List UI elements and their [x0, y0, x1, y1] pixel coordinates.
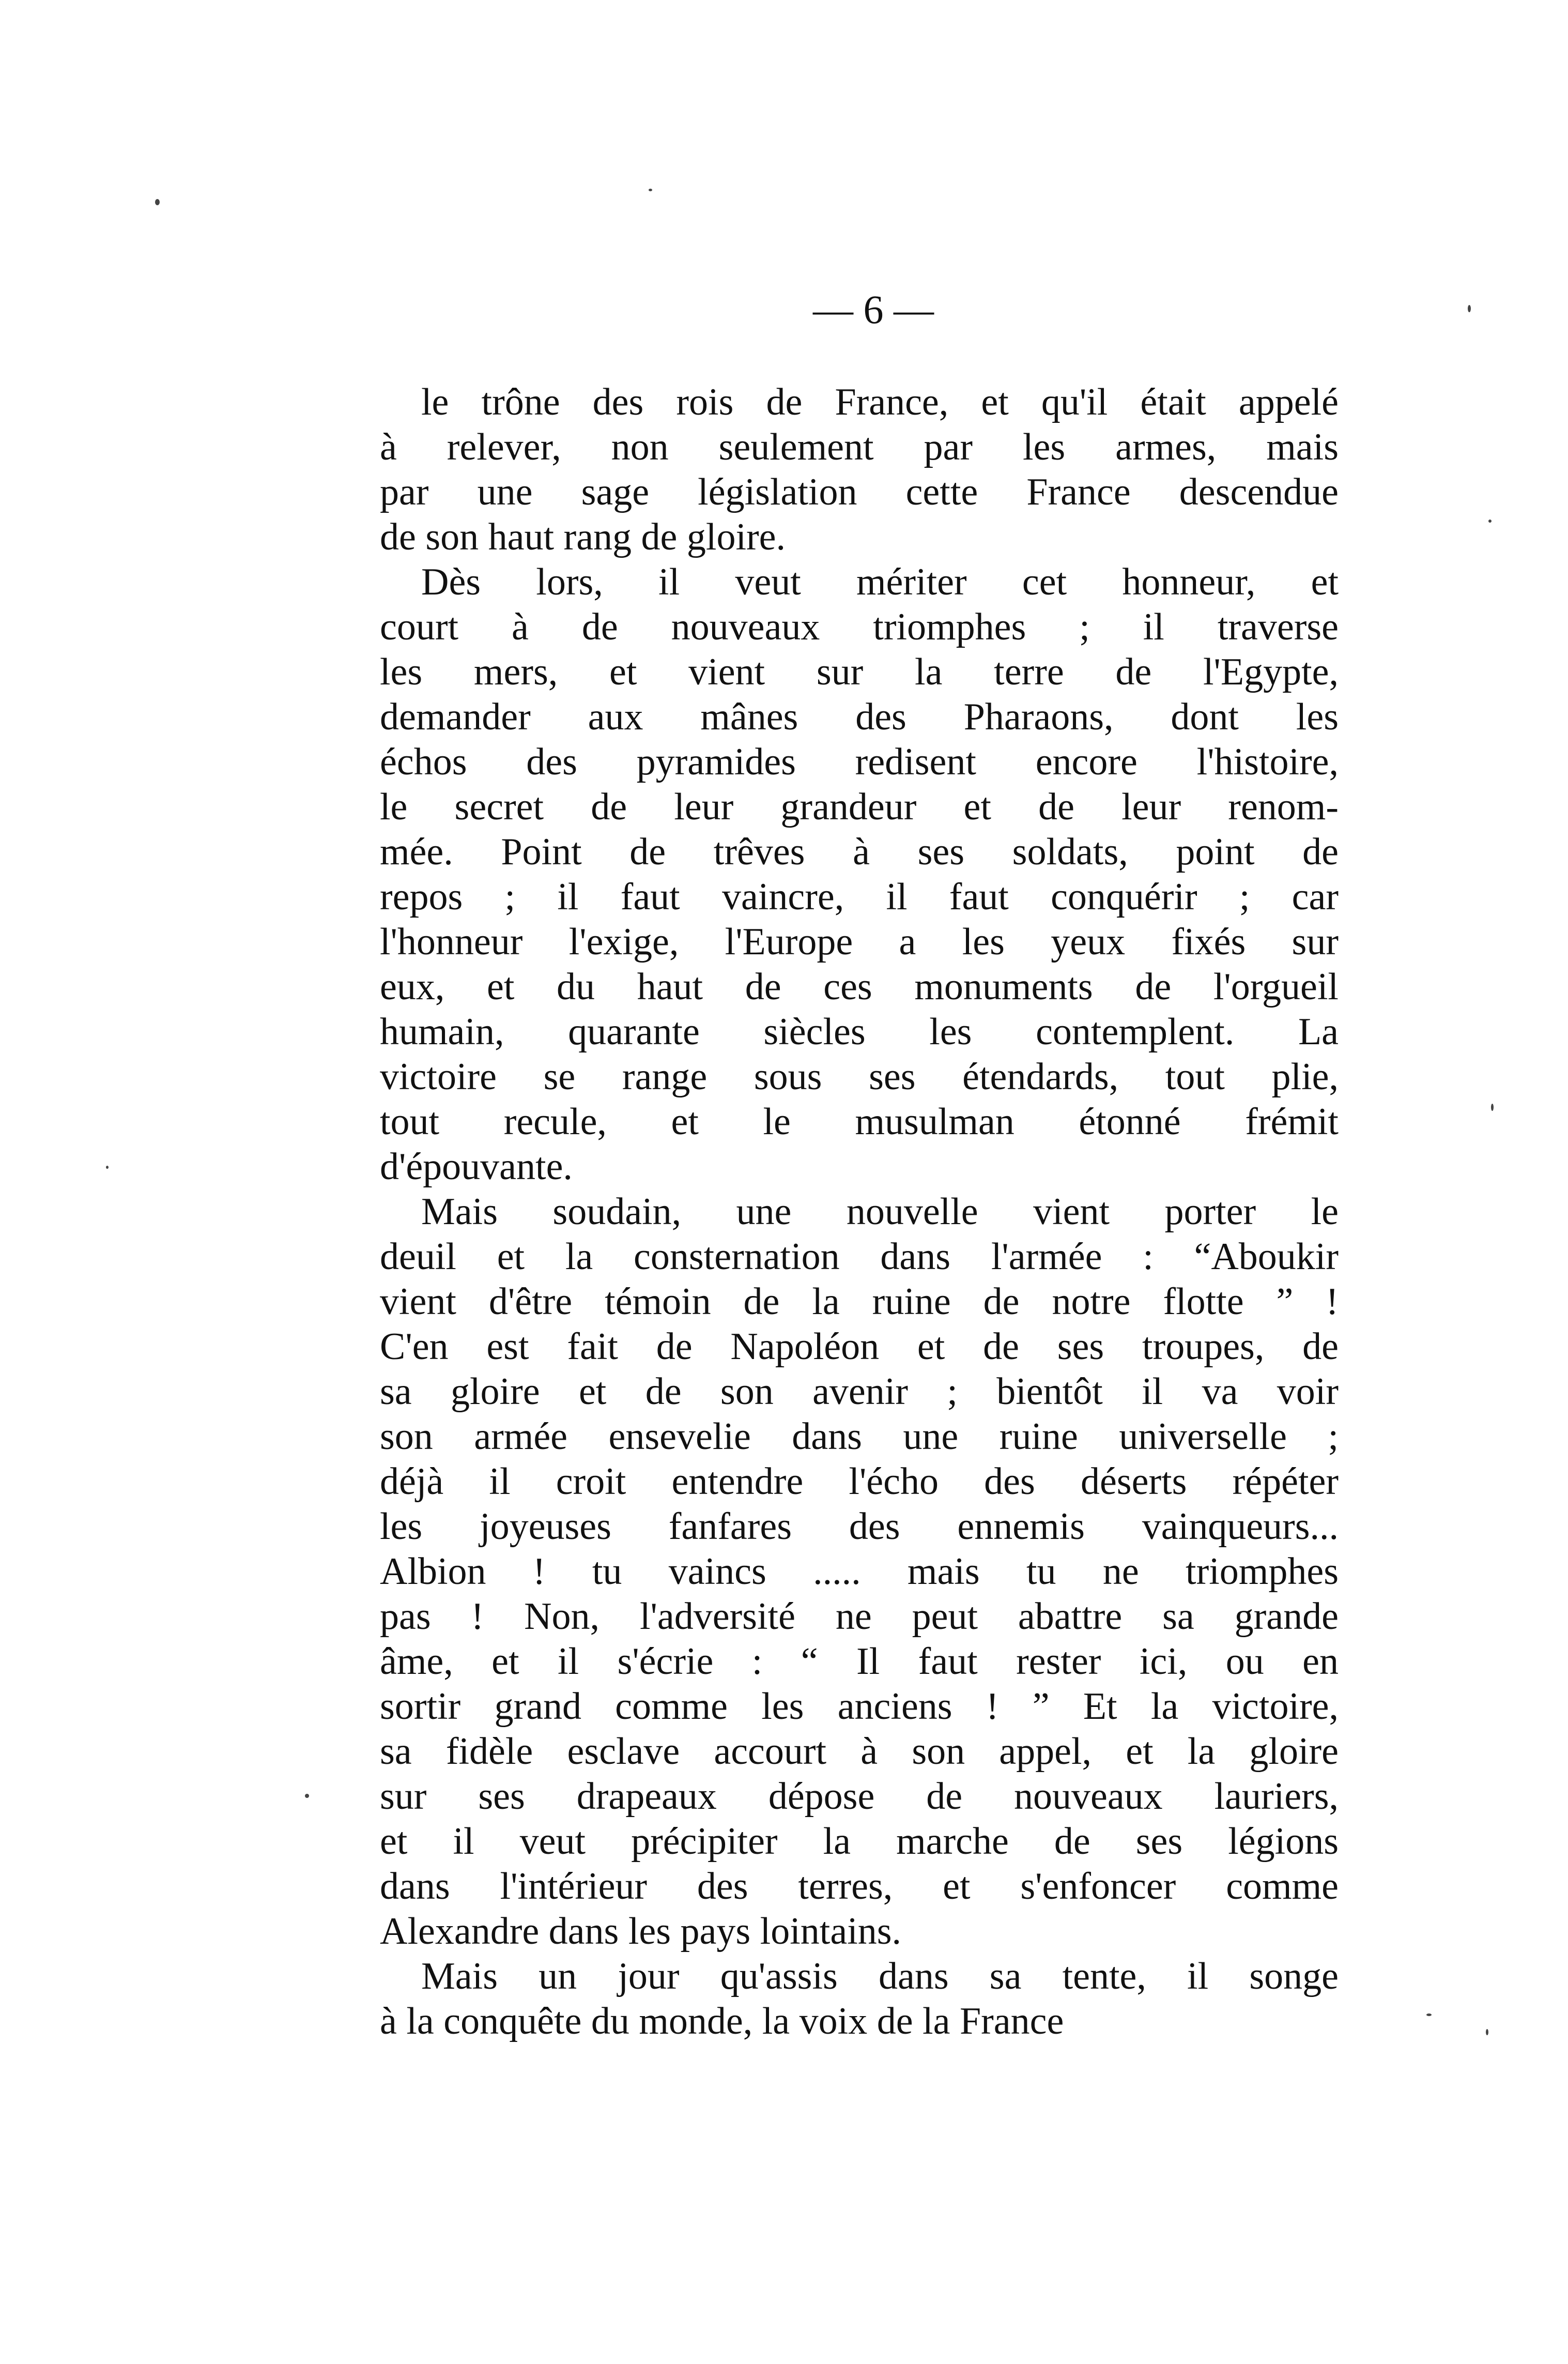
text-line: Dès lors, il veut mériter cet honneur, et: [421, 561, 1339, 603]
text-line: pas ! Non, l'adversité ne peut abattre sa grande: [380, 1595, 1339, 1638]
text-line: à relever, non seulement par les armes, mais: [380, 426, 1339, 468]
text-line: court à de nouveaux triomphes ; il traverse: [380, 606, 1339, 648]
scan-speck: [1491, 1104, 1494, 1111]
text-line: mée. Point de trêves à ses soldats, point de: [380, 831, 1339, 873]
text-line: son armée ensevelie dans une ruine universelle ;: [380, 1415, 1339, 1458]
text-line: de son haut rang de gloire.: [380, 516, 786, 558]
text-line: échos des pyramides redisent encore l'histoire,: [380, 741, 1339, 783]
text-line: eux, et du haut de ces monuments de l'orgueil: [380, 966, 1339, 1008]
text-line: repos ; il faut vaincre, il faut conquérir ; car: [380, 876, 1339, 918]
text-line: les joyeuses fanfares des ennemis vainqueurs...: [380, 1505, 1339, 1548]
text-line: Mais un jour qu'assis dans sa tente, il songe: [421, 1955, 1339, 1997]
scan-speck: [155, 199, 160, 205]
text-line: Albion ! tu vaincs ..... mais tu ne triomphes: [380, 1550, 1339, 1593]
text-line: sortir grand comme les anciens ! ” Et la victoire,: [380, 1685, 1339, 1728]
text-line: et il veut précipiter la marche de ses légions: [380, 1820, 1339, 1863]
text-line: sa fidèle esclave accourt à son appel, et la gloire: [380, 1730, 1339, 1773]
text-line: dans l'intérieur des terres, et s'enfoncer comme: [380, 1865, 1339, 1908]
text-line: âme, et il s'écrie : “ Il faut rester ici, ou en: [380, 1640, 1339, 1683]
text-line: à la conquête du monde, la voix de la France: [380, 2000, 1064, 2042]
scan-speck: [305, 1794, 309, 1798]
text-line: les mers, et vient sur la terre de l'Egypte,: [380, 651, 1339, 693]
text-line: Alexandre dans les pays lointains.: [380, 1910, 902, 1953]
text-line: C'en est fait de Napoléon et de ses troupes, de: [380, 1325, 1339, 1368]
text-line: l'honneur l'exige, l'Europe a les yeux fixés sur: [380, 921, 1339, 963]
text-line: sur ses drapeaux dépose de nouveaux lauriers,: [380, 1775, 1339, 1818]
scan-speck: [1426, 2014, 1432, 2016]
scan-speck: [1488, 520, 1492, 523]
page-number: — 6 —: [813, 287, 934, 332]
text-line: sa gloire et de son avenir ; bientôt il va voir: [380, 1370, 1339, 1413]
text-line: déjà il croit entendre l'écho des déserts répéter: [380, 1460, 1339, 1503]
text-line: humain, quarante siècles les contemplent. La: [380, 1011, 1339, 1053]
text-line: tout recule, et le musulman étonné frémit: [380, 1101, 1339, 1143]
body-text: [380, 380, 1339, 2044]
text-line: victoire se range sous ses étendards, tout plie,: [380, 1056, 1339, 1098]
text-line: le secret de leur grandeur et de leur renom-: [380, 786, 1339, 828]
scan-speck: [649, 189, 652, 191]
text-line: le trône des rois de France, et qu'il était appelé: [421, 381, 1339, 423]
text-line: deuil et la consternation dans l'armée : “Aboukir: [380, 1236, 1339, 1278]
text-line: demander aux mânes des Pharaons, dont les: [380, 696, 1339, 738]
text-line: vient d'être témoin de la ruine de notre flotte ” !: [380, 1280, 1339, 1323]
scan-speck: [1486, 2029, 1488, 2035]
text-line: par une sage législation cette France descendue: [380, 471, 1339, 513]
scan-speck: [1468, 305, 1471, 312]
text-line: d'épouvante.: [380, 1146, 573, 1188]
scan-speck: [106, 1166, 109, 1169]
text-line: Mais soudain, une nouvelle vient porter le: [421, 1191, 1339, 1233]
